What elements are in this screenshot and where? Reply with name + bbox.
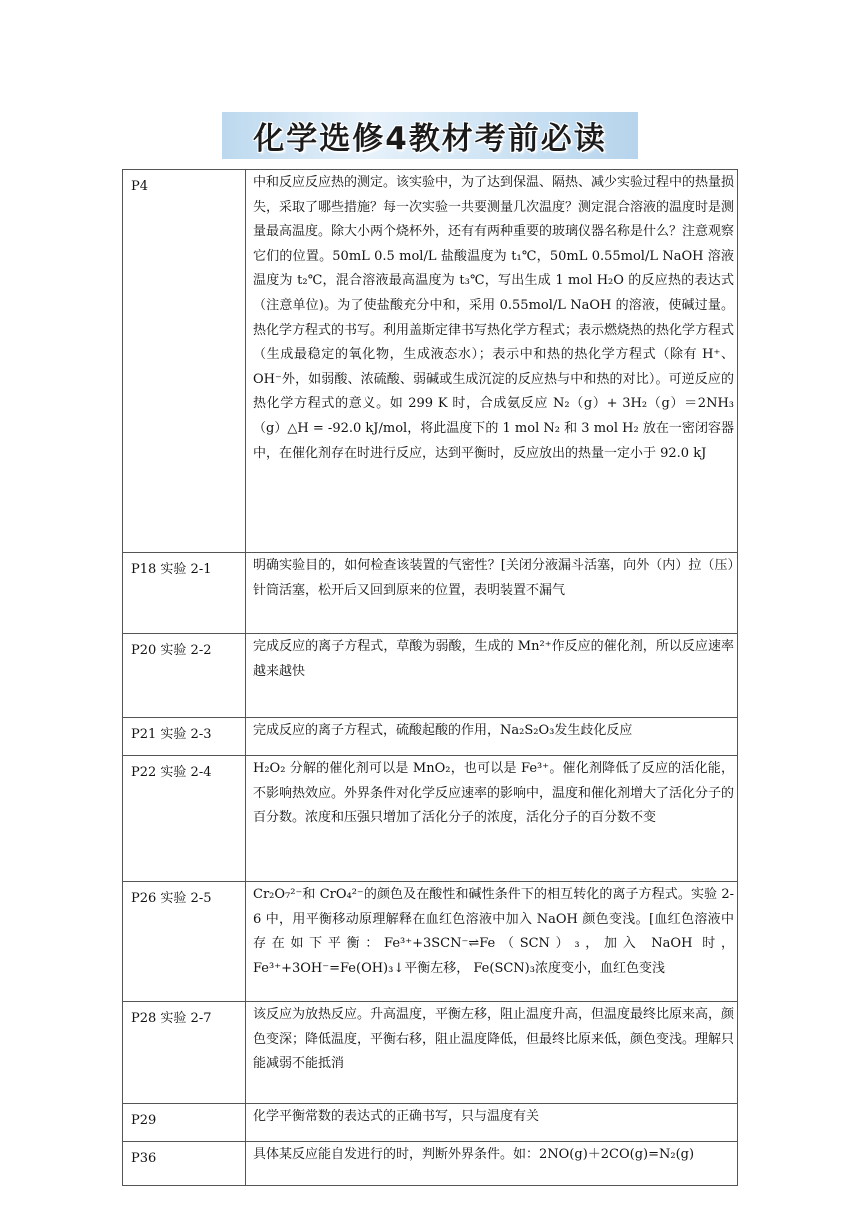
content-cell: 中和反应反应热的测定。该实验中，为了达到保温、隔热、减少实验过程中的热量损失，采取了哪些措施？每一次实验一共要测量几次温度？测定混合溶液的温度时是测量最高温度。除大小两个烧杯外，还有有两种重要的玻璃仪器名称是什么？注意观察它们的位置。50mL 0.5 mol/L 盐酸温度为 t₁℃，50mL 0.55mol/L NaOH 溶液温度为 t₂℃，混合溶液最高温度为 t₃℃，写出生成 1 mol H₂O 的反应热的表达式（注意单位)。为了使盐酸充分中和，采用 0.55mol/L NaOH 的溶液，使碱过量。热化学方程式的书写。利用盖斯定律书写热化学方程式；表示燃烧热的热化学方程式（生成最稳定的氧化物，生成液态水）；表示中和热的热化学方程式（除有 H⁺、OH⁻外，如弱酸、浓硫酸、弱碱或生成沉淀的反应热与中和热的对比）。可逆反应的热化学方程式的意义。如 299 K 时，合成氨反应 N₂（g）+ 3H₂（g）＝2NH₃（g）△H = -92.0 kJ/mol，将此温度下的 1 mol N₂ 和 3 mol H₂ 放在一密闭容器中，在催化剂存在时进行反应，达到平衡时，反应放出的热量一定小于 92.0 kJ <box>246 170 738 553</box>
content-cell: 化学平衡常数的表达式的正确书写，只与温度有关 <box>246 1104 738 1142</box>
content-cell: 该反应为放热反应。升高温度，平衡左移，阻止温度升高，但温度最终比原来高，颜色变深；降低温度，平衡右移，阻止温度降低，但最终比原来低，颜色变浅。理解只能减弱不能抵消 <box>246 1002 738 1104</box>
content-cell: 明确实验目的，如何检查该装置的气密性？[关闭分液漏斗活塞，向外（内）拉（压）针筒活塞，松开后又回到原来的位置，表明装置不漏气 <box>246 553 738 634</box>
content-cell: 完成反应的离子方程式，硫酸起酸的作用，Na₂S₂O₃发生歧化反应 <box>246 718 738 756</box>
content-table <box>122 169 738 1186</box>
page-ref-cell: P18 实验 2-1 <box>123 553 246 634</box>
page-ref-cell: P20 实验 2-2 <box>123 634 246 718</box>
table-row <box>123 1142 738 1186</box>
page-ref-cell: P28 实验 2-7 <box>123 1002 246 1104</box>
content-cell: 完成反应的离子方程式，草酸为弱酸，生成的 Mn²⁺作反应的催化剂，所以反应速率越来越快 <box>246 634 738 718</box>
table-row <box>123 553 738 634</box>
content-cell: Cr₂O₇²⁻和 CrO₄²⁻的颜色及在酸性和碱性条件下的相互转化的离子方程式。实验 2-6 中，用平衡移动原理解释在血红色溶液中加入 NaOH 颜色变浅。[血红色溶液中存在如下平衡：Fe³⁺+3SCN⁻⇌Fe（SCN）₃，加入 NaOH 时，Fe³⁺+3OH⁻=Fe(OH)₃↓平衡左移， Fe(SCN)₃浓度变小，血红色变浅 <box>246 882 738 1002</box>
page-ref-cell: P36 <box>123 1142 246 1186</box>
page-ref-cell: P4 <box>123 170 246 553</box>
table-row <box>123 1002 738 1104</box>
table-row <box>123 718 738 756</box>
page-ref-cell: P21 实验 2-3 <box>123 718 246 756</box>
table-row <box>123 1104 738 1142</box>
page-banner <box>222 112 638 159</box>
banner-title: 化学选修4教材考前必读 <box>253 121 607 157</box>
page-ref-cell: P29 <box>123 1104 246 1142</box>
table-row <box>123 170 738 553</box>
table-row <box>123 756 738 882</box>
table-row <box>123 882 738 1002</box>
table-row <box>123 634 738 718</box>
page-ref-cell: P22 实验 2-4 <box>123 756 246 882</box>
page-ref-cell: P26 实验 2-5 <box>123 882 246 1002</box>
content-cell: 具体某反应能自发进行的时，判断外界条件。如：2NO(g)＋2CO(g)=N₂(g) <box>246 1142 738 1186</box>
content-cell: H₂O₂ 分解的催化剂可以是 MnO₂，也可以是 Fe³⁺。催化剂降低了反应的活化能，不影响热效应。外界条件对化学反应速率的影响中，温度和催化剂增大了活化分子的百分数。浓度和压强只增加了活化分子的浓度，活化分子的百分数不变 <box>246 756 738 882</box>
